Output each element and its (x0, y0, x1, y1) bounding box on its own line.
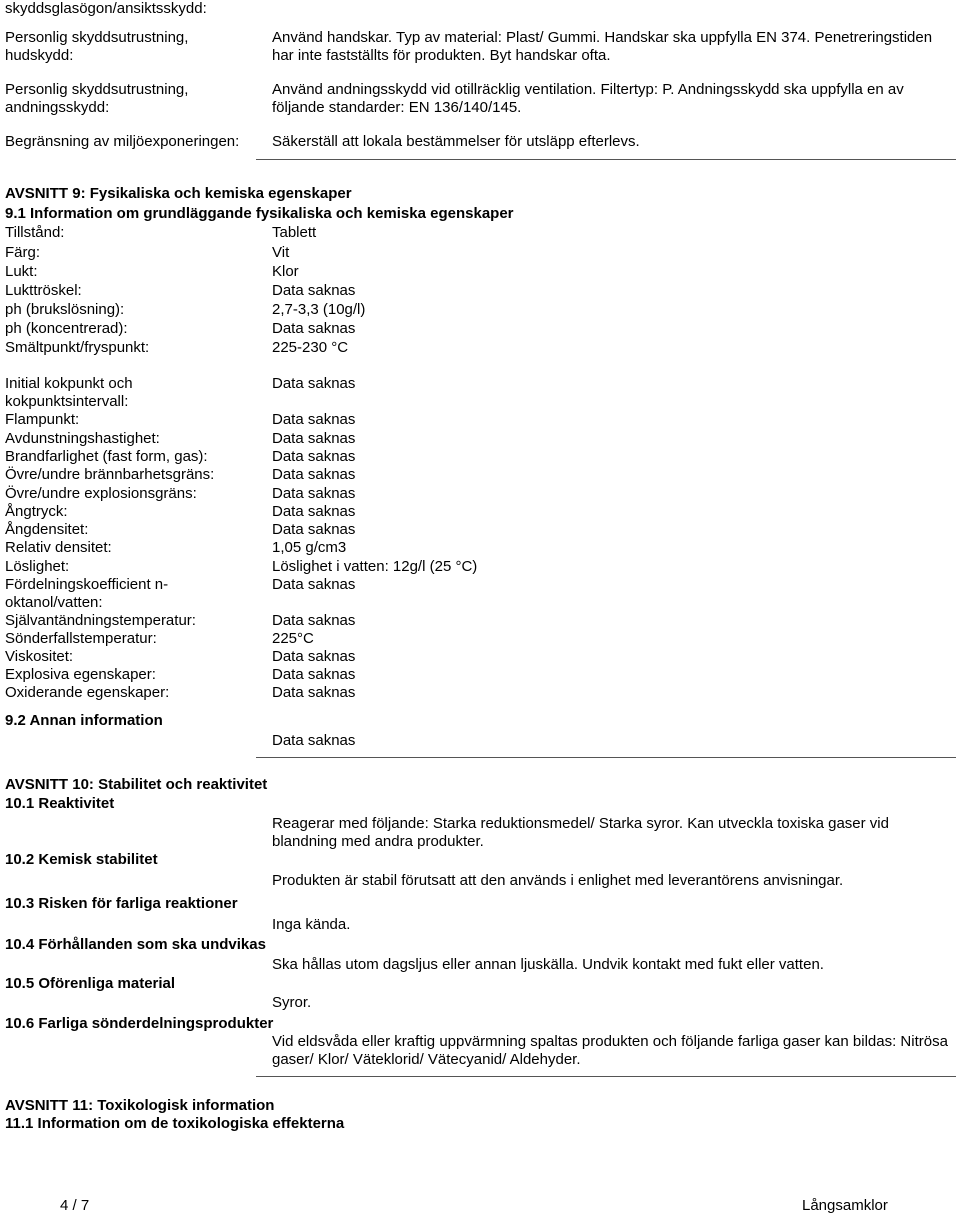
property-value: Data saknas (272, 576, 356, 593)
divider (256, 757, 956, 758)
property-label: Explosiva egenskaper: (5, 666, 156, 683)
reactivity-label: 10.1 Reaktivitet (5, 795, 115, 812)
property-label: Smältpunkt/fryspunkt: (5, 339, 150, 356)
property-label: Löslighet: (5, 558, 70, 575)
property-value: Data saknas (272, 430, 356, 447)
hazardous-reactions-label: 10.3 Risken för farliga reaktioner (5, 895, 238, 912)
property-label: Färg: (5, 244, 41, 261)
property-value: Data saknas (272, 375, 356, 392)
property-label: Självantändningstemperatur: (5, 612, 196, 629)
property-value: Data saknas (272, 466, 356, 483)
section9-2-heading: 9.2 Annan information (5, 712, 163, 729)
property-value: Data saknas (272, 320, 356, 337)
reactivity-value: Reagerar med följande: Starka reduktionsmedel/ Starka syror. Kan utveckla toxiska gaser vid blandning med andra produkter. (272, 815, 889, 850)
property-value: Vit (272, 244, 290, 261)
property-label: Lukttröskel: (5, 282, 82, 299)
section11-heading: AVSNITT 11: Toxikologisk information (5, 1097, 275, 1114)
property-value: Data saknas (272, 485, 356, 502)
property-value: 225-230 °C (272, 339, 349, 356)
product-name: Långsamklor (802, 1197, 888, 1214)
conditions-to-avoid-label: 10.4 Förhållanden som ska undvikas (5, 936, 266, 953)
property-value: Data saknas (272, 684, 356, 701)
chemical-stability-label: 10.2 Kemisk stabilitet (5, 851, 158, 868)
section9-1-heading: 9.1 Information om grundläggande fysikaliska och kemiska egenskaper (5, 205, 514, 222)
property-label: Viskositet: (5, 648, 74, 665)
property-value: Löslighet i vatten: 12g/l (25 °C) (272, 558, 478, 575)
incompatible-materials-value: Syror. (272, 994, 312, 1011)
property-value: Data saknas (272, 411, 356, 428)
ppe-resp-value: Använd andningsskydd vid otillräcklig ventilation. Filtertyp: P. Andningsskydd ska uppfylla en av följande standarder: EN 136/140/145. (272, 81, 904, 116)
property-label: Övre/undre brännbarhetsgräns: (5, 466, 215, 483)
property-label: Ångtryck: (5, 503, 68, 520)
section11-1-heading: 11.1 Information om de toxikologiska effekterna (5, 1115, 345, 1132)
intro-label: skyddsglasögon/ansiktsskydd: (5, 0, 207, 17)
conditions-to-avoid-value: Ska hållas utom dagsljus eller annan ljuskälla. Undvik kontakt med fukt eller vatten. (272, 956, 824, 973)
ppe-resp-label: Personlig skyddsutrustning, andningsskydd: (5, 81, 189, 116)
property-label: Övre/undre explosionsgräns: (5, 485, 197, 502)
property-value: 2,7-3,3 (10g/l) (272, 301, 366, 318)
property-label: Flampunkt: (5, 411, 80, 428)
env-exposure-value: Säkerställ att lokala bestämmelser för utsläpp efterlevs. (272, 133, 640, 150)
decomposition-products-value: Vid eldsvåda eller kraftig uppvärmning spaltas produkten och följande farliga gaser kan bildas: Nitrösa gaser/ Klor/ Väteklorid/ Vätecyanid/ Aldehyder. (272, 1033, 948, 1068)
section10-heading: AVSNITT 10: Stabilitet och reaktivitet (5, 776, 268, 793)
property-value: Data saknas (272, 666, 356, 683)
property-label: Fördelningskoefficient n-oktanol/vatten: (5, 576, 169, 611)
property-value: Data saknas (272, 521, 356, 538)
incompatible-materials-label: 10.5 Oförenliga material (5, 975, 176, 992)
property-value: Data saknas (272, 503, 356, 520)
section9-heading: AVSNITT 9: Fysikaliska och kemiska egenskaper (5, 185, 352, 202)
section9-2-value: Data saknas (272, 732, 356, 749)
divider (256, 1076, 956, 1077)
ppe-skin-label: Personlig skyddsutrustning, hudskydd: (5, 29, 189, 64)
divider (256, 159, 956, 160)
chemical-stability-value: Produkten är stabil förutsatt att den används i enlighet med leverantörens anvisningar. (272, 872, 844, 889)
property-label: Lukt: (5, 263, 38, 280)
property-label: Oxiderande egenskaper: (5, 684, 170, 701)
ppe-skin-value: Använd handskar. Typ av material: Plast/ Gummi. Handskar ska uppfylla EN 374. Penetreringstiden har inte fastställts för produkten. Byt handskar ofta. (272, 29, 933, 64)
property-label: ph (brukslösning): (5, 301, 125, 318)
property-value: Data saknas (272, 282, 356, 299)
page-number: 4 / 7 (60, 1197, 90, 1214)
property-label: Sönderfallstemperatur: (5, 630, 157, 647)
property-label: Initial kokpunkt och kokpunktsintervall: (5, 375, 133, 410)
property-value: Data saknas (272, 612, 356, 629)
property-label: Brandfarlighet (fast form, gas): (5, 448, 208, 465)
property-value: Tablett (272, 224, 317, 241)
property-label: Ångdensitet: (5, 521, 89, 538)
decomposition-products-label: 10.6 Farliga sönderdelningsprodukter (5, 1015, 274, 1032)
env-exposure-label: Begränsning av miljöexponeringen: (5, 133, 240, 150)
property-value: 1,05 g/cm3 (272, 539, 347, 556)
property-label: ph (koncentrerad): (5, 320, 128, 337)
property-value: Klor (272, 263, 299, 280)
property-value: Data saknas (272, 448, 356, 465)
property-label: Tillstånd: (5, 224, 65, 241)
property-label: Avdunstningshastighet: (5, 430, 160, 447)
hazardous-reactions-value: Inga kända. (272, 916, 351, 933)
property-value: 225°C (272, 630, 314, 647)
property-value: Data saknas (272, 648, 356, 665)
property-label: Relativ densitet: (5, 539, 112, 556)
